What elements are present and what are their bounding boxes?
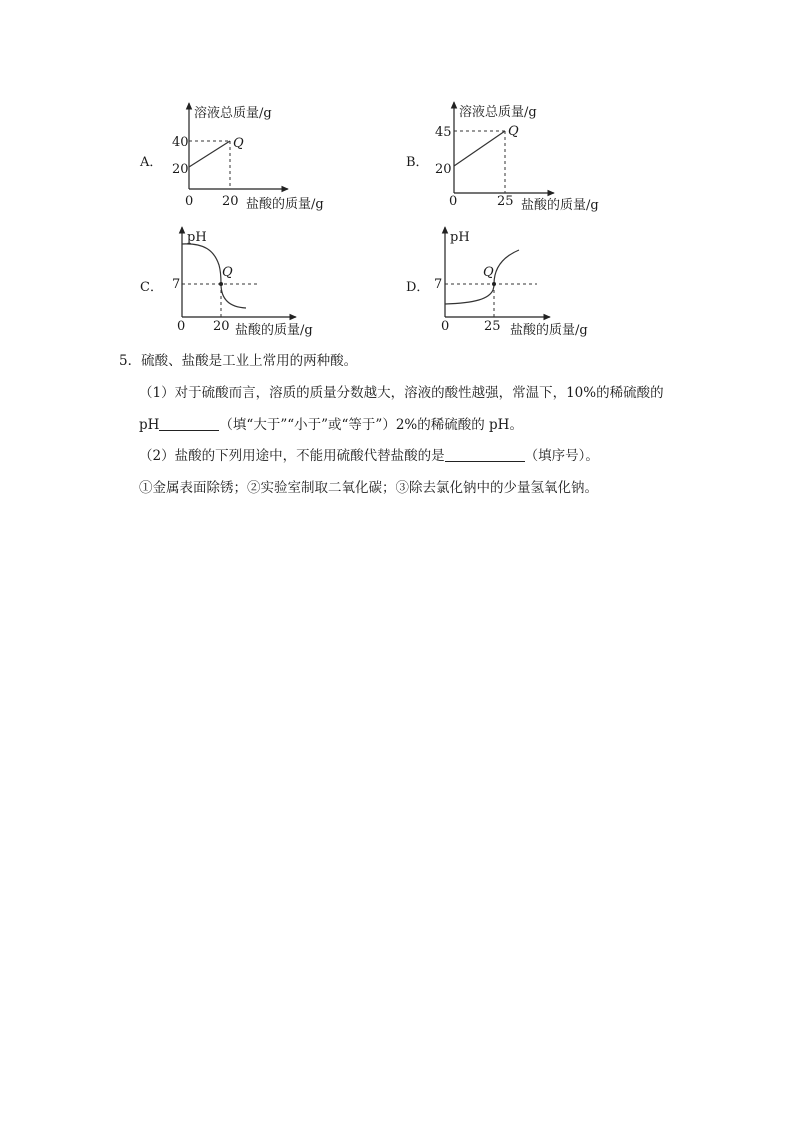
option-d-xlabel: 盐酸的质量/g	[510, 323, 588, 338]
option-b-point-label: Q	[508, 124, 519, 139]
option-d-point	[492, 282, 496, 286]
option-a-xtick-end: 20	[222, 194, 239, 209]
option-c-xtick-origin: 0	[177, 319, 186, 334]
question5-part2-prefix: （2）盐酸的下列用途中，不能用硫酸代替盐酸的是	[139, 448, 445, 464]
option-a-point-label: Q	[233, 136, 244, 151]
option-d-ytick: 7	[434, 277, 443, 292]
question5-part1-line2	[139, 415, 523, 435]
question5-number: 5．	[119, 353, 142, 369]
option-b-ytick-top: 45	[435, 125, 452, 140]
option-b-ytick-bottom: 20	[435, 162, 452, 177]
option-b-xtick-origin: 0	[449, 194, 458, 209]
option-c-ylabel: pH	[187, 230, 207, 245]
answer-blank-1[interactable]	[159, 416, 219, 431]
option-b-letter: B．	[406, 155, 429, 170]
question5-stem-line	[119, 351, 357, 371]
option-a-ylabel: 溶液总质量/g	[194, 106, 272, 121]
option-b-xtick-end: 25	[497, 194, 514, 209]
answer-blank-2[interactable]	[445, 447, 525, 462]
question5-part1-suffix: （填“大于”“小于”或“等于”）2%的稀硫酸的 pH。	[219, 417, 523, 433]
question5-part2-suffix: （填序号）。	[524, 448, 599, 464]
question5-part1-line1: （1）对于硫酸而言，溶质的质量分数越大，溶液的酸性越强，常温下，10%的稀硫酸的	[139, 385, 664, 401]
option-a-ytick-bottom: 20	[172, 162, 189, 177]
option-b-xlabel: 盐酸的质量/g	[521, 198, 599, 213]
question5-part1-prefix: pH	[139, 417, 160, 433]
question5-part2-line	[139, 446, 599, 466]
option-b-ylabel: 溶液总质量/g	[459, 105, 537, 120]
option-d-curve	[445, 250, 519, 304]
option-a-ytick-top: 40	[172, 135, 189, 150]
question5-stem: 硫酸、盐酸是工业上常用的两种酸。	[141, 353, 358, 369]
option-a-letter: A．	[140, 155, 163, 170]
option-d-xtick-origin: 0	[441, 319, 450, 334]
option-c-point-label: Q	[222, 265, 233, 280]
option-a-xtick-origin: 0	[185, 194, 194, 209]
option-c-xlabel: 盐酸的质量/g	[235, 323, 313, 338]
option-a-xlabel: 盐酸的质量/g	[246, 197, 324, 212]
option-d-ylabel: pH	[450, 230, 470, 245]
option-c-xtick-end: 20	[213, 319, 230, 334]
option-c-letter: C．	[140, 280, 163, 295]
option-d-xtick-end: 25	[484, 319, 501, 334]
option-d-point-label: Q	[483, 265, 494, 280]
question5-choices: ①金属表面除锈；②实验室制取二氧化碳；③除去氯化钠中的少量氢氧化钠。	[139, 480, 598, 496]
option-d-letter: D．	[406, 280, 430, 295]
option-c-ytick: 7	[172, 277, 181, 292]
